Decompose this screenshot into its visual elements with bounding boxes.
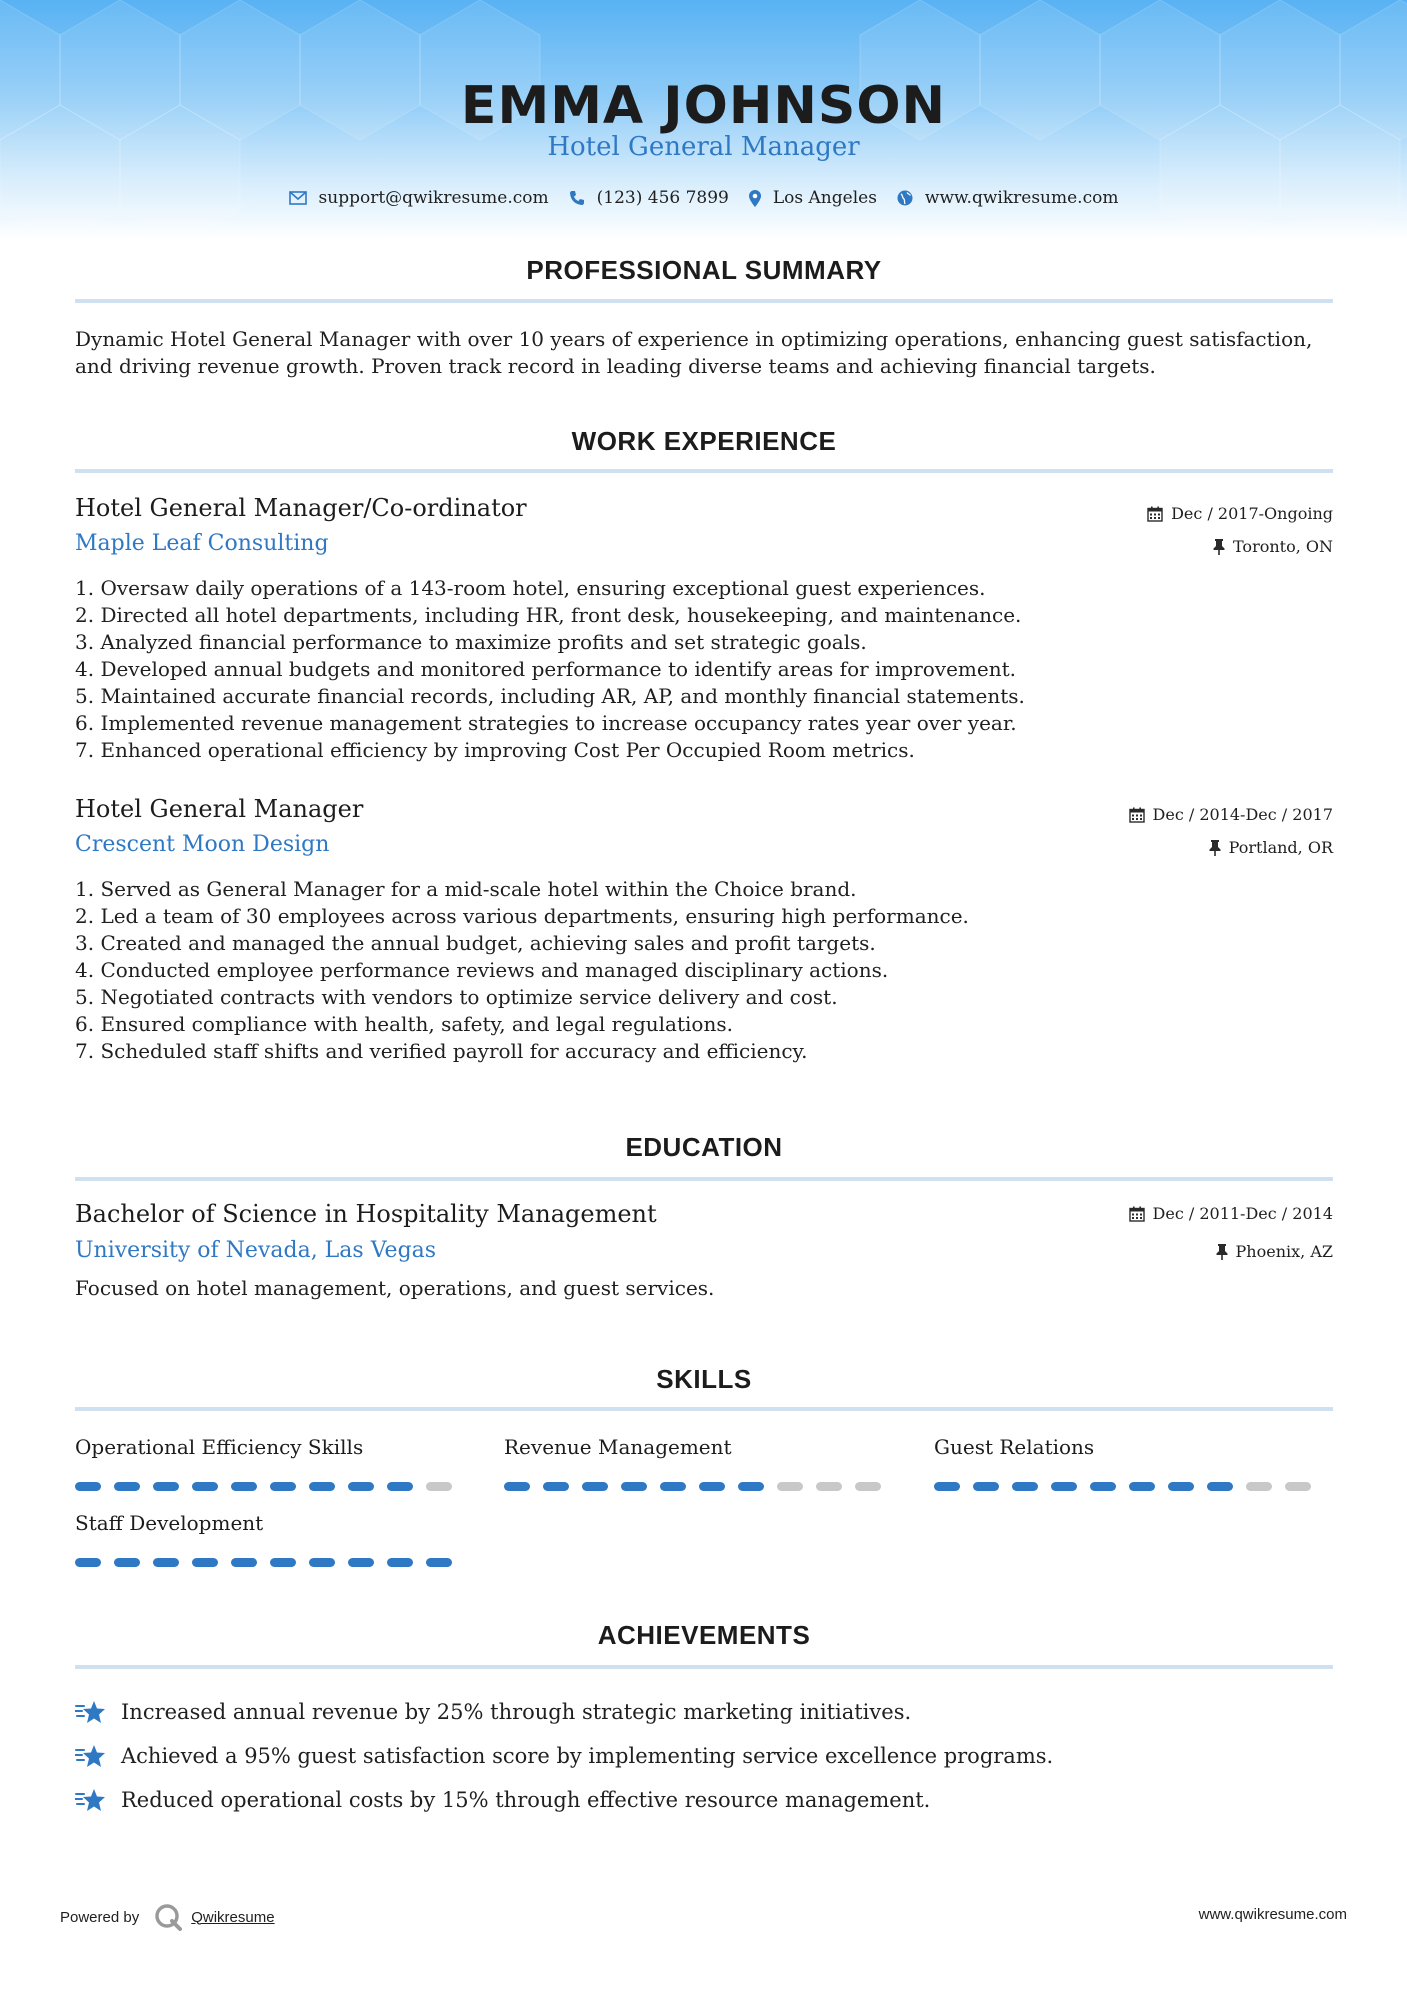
envelope-icon [289,191,307,205]
skill-segment-filled [114,1558,140,1567]
achievement-item [75,1778,1325,1822]
skill-segment-filled [153,1482,179,1491]
job-location-text: Portland, OR [1228,838,1333,857]
skill-rating-bar [504,1482,884,1492]
website-text: www.qwikresume.com [924,188,1119,208]
skill-segment-filled [192,1482,218,1491]
skill-segment-filled [387,1558,413,1567]
powered-by-label: Powered by [60,1908,140,1926]
skill-segment-filled [270,1482,296,1491]
skill-segment-filled [1051,1482,1077,1491]
job-dates [1147,504,1333,523]
skill-segment-filled [231,1482,257,1491]
candidate-name: EMMA JOHNSON [460,76,947,136]
achievements-list [75,1690,1325,1822]
calendar-icon [1147,506,1163,522]
skill-segment-filled [75,1482,101,1491]
skill-rating-bar [75,1558,455,1568]
phone-icon [569,190,585,206]
location-text: Los Angeles [772,188,877,208]
skill-segment-filled [426,1558,452,1567]
job-bullet: 6. Ensured compliance with health, safety, and legal regulations. [75,1012,733,1036]
contact-email[interactable] [289,188,549,208]
skill-segment-filled [270,1558,296,1567]
job-dates-text: Dec / 2017-Ongoing [1171,504,1333,523]
job-bullet: 5. Negotiated contracts with vendors to optimize service delivery and cost. [75,985,838,1009]
skill-segment-filled [231,1558,257,1567]
job-bullet: 2. Led a team of 30 employees across various departments, ensuring high performance. [75,904,969,928]
skill-segment-filled [1090,1482,1116,1491]
job-bullet: 2. Directed all hotel departments, including HR, front desk, housekeeping, and maintenance. [75,603,1022,627]
skill-segment-filled [543,1482,569,1491]
achievement-item [75,1734,1325,1778]
summary-divider [75,299,1333,303]
skill-segment-filled [621,1482,647,1491]
contact-phone[interactable] [569,188,729,208]
skill-segment-filled [309,1558,335,1567]
skill-segment-filled [153,1558,179,1567]
skill-label: Staff Development [75,1511,264,1535]
experience-heading: WORK EXPERIENCE [571,426,837,456]
skill-segment-filled [660,1482,686,1491]
school-name: University of Nevada, Las Vegas [75,1238,437,1263]
skill-segment-filled [1129,1482,1155,1491]
skill-segment-filled [114,1482,140,1491]
job-bullet: 5. Maintained accurate financial records, including AR, AP, and monthly financial statements. [75,684,1025,708]
contact-website[interactable] [897,188,1119,208]
job-bullet: 6. Implemented revenue management strategies to increase occupancy rates year over year. [75,711,1017,735]
achievement-text: Increased annual revenue by 25% through strategic marketing initiatives. [121,1700,912,1724]
education-dates [1129,1204,1333,1223]
education-description: Focused on hotel management, operations, and guest services. [75,1276,715,1300]
job-company: Crescent Moon Design [75,832,330,857]
footer-website[interactable]: www.qwikresume.com [1198,1906,1347,1923]
skill-segment-empty [855,1482,881,1491]
skill-segment-filled [348,1558,374,1567]
map-pin-icon [749,190,761,207]
skill-segment-empty [816,1482,842,1491]
achievements-divider [75,1665,1333,1669]
skill-rating-bar [934,1482,1314,1492]
achievement-text: Reduced operational costs by 15% through effective resource management. [121,1788,931,1812]
skill-segment-filled [504,1482,530,1491]
job-dates-text: Dec / 2014-Dec / 2017 [1152,805,1333,824]
skill-label: Operational Efficiency Skills [75,1435,364,1459]
job-bullets [75,876,1275,1065]
job-bullets [75,575,1275,764]
education-dates-text: Dec / 2011-Dec / 2014 [1152,1204,1333,1223]
skill-segment-filled [309,1482,335,1491]
achievement-text: Achieved a 95% guest satisfaction score by implementing service excellence programs. [121,1744,1054,1768]
star-icon [75,1743,107,1769]
education-location [1216,1242,1333,1261]
skill-segment-filled [348,1482,374,1491]
qwikresume-link[interactable]: Qwikresume [191,1908,275,1926]
skill-segment-empty [426,1482,452,1491]
skill-label: Revenue Management [504,1435,732,1459]
skills-divider [75,1407,1333,1411]
skills-heading: SKILLS [656,1364,752,1394]
job-dates [1129,805,1333,824]
job-title: Hotel General Manager/Co-ordinator [75,494,527,522]
email-text: support@qwikresume.com [318,188,549,208]
calendar-icon [1129,807,1145,823]
skill-segment-filled [973,1482,999,1491]
calendar-icon [1129,1206,1145,1222]
globe-icon [897,190,913,206]
skill-segment-empty [1285,1482,1311,1491]
job-title: Hotel General Manager [75,795,364,823]
skill-segment-empty [777,1482,803,1491]
job-bullet: 1. Oversaw daily operations of a 143-room hotel, ensuring exceptional guest experiences. [75,576,986,600]
skill-segment-filled [1012,1482,1038,1491]
pushpin-icon [1216,1244,1228,1260]
skill-segment-filled [582,1482,608,1491]
candidate-role: Hotel General Manager [547,132,860,162]
skill-segment-filled [75,1558,101,1567]
footer-powered-by [60,1902,275,1932]
star-icon [75,1787,107,1813]
pushpin-icon [1209,840,1221,856]
achievement-item [75,1690,1325,1734]
resume-header [0,0,1407,240]
achievements-heading: ACHIEVEMENTS [597,1620,811,1650]
experience-divider [75,469,1333,473]
star-icon [75,1699,107,1725]
contact-location [749,188,877,208]
job-location [1209,838,1333,857]
summary-text: Dynamic Hotel General Manager with over 10 years of experience in optimizing operations, enhancing guest satisfaction, and driving revenue growth. Proven track record in leading diverse teams and achieving financial targets. [75,327,1313,378]
job-location-text: Toronto, ON [1233,537,1333,556]
skill-segment-filled [1168,1482,1194,1491]
degree-title: Bachelor of Science in Hospitality Management [75,1200,657,1228]
skill-segment-filled [387,1482,413,1491]
phone-text: (123) 456 7899 [596,188,729,208]
skill-segment-empty [1246,1482,1272,1491]
job-location [1213,537,1333,556]
skill-rating-bar [75,1482,455,1492]
skill-segment-filled [738,1482,764,1491]
contact-row [0,188,1407,208]
skill-segment-filled [934,1482,960,1491]
education-divider [75,1177,1333,1181]
job-bullet: 3. Analyzed financial performance to maximize profits and set strategic goals. [75,630,867,654]
skill-segment-filled [699,1482,725,1491]
job-bullet: 3. Created and managed the annual budget, achieving sales and profit targets. [75,931,876,955]
job-bullet: 4. Developed annual budgets and monitored performance to identify areas for improvement. [75,657,1017,681]
job-bullet: 1. Served as General Manager for a mid-scale hotel within the Choice brand. [75,877,857,901]
job-bullet: 7. Enhanced operational efficiency by improving Cost Per Occupied Room metrics. [75,738,915,762]
skill-segment-filled [192,1558,218,1567]
qwikresume-logo-icon [153,1902,183,1932]
skill-label: Guest Relations [934,1435,1095,1459]
job-bullet: 4. Conducted employee performance reviews and managed disciplinary actions. [75,958,889,982]
job-company: Maple Leaf Consulting [75,531,329,556]
education-heading: EDUCATION [625,1132,783,1162]
job-bullet: 7. Scheduled staff shifts and verified payroll for accuracy and efficiency. [75,1039,808,1063]
summary-heading: PROFESSIONAL SUMMARY [526,255,882,285]
pushpin-icon [1213,539,1225,555]
education-location-text: Phoenix, AZ [1235,1242,1333,1261]
skill-segment-filled [1207,1482,1233,1491]
